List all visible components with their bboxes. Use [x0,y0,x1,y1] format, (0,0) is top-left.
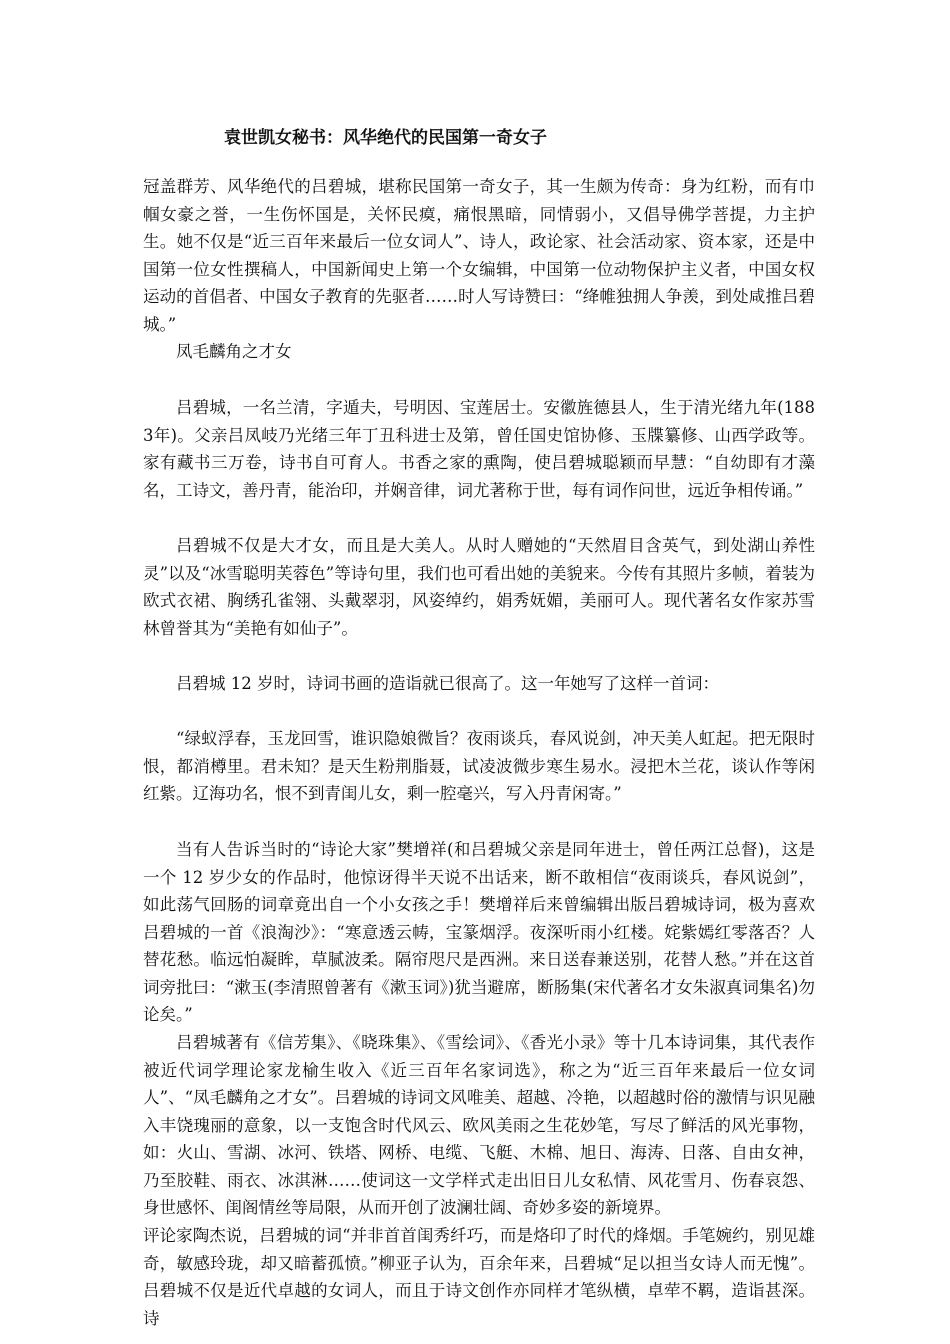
section-heading: 凤毛麟角之才女 [176,342,292,361]
paragraph-works: 吕碧城著有《信芳集》、《晓珠集》、《雪绘词》、《香光小录》等十几本诗词集，其代表作被近代词学理论家龙榆生收入《近三百年名家词选》，称之为“近三百年来最后一位女词人”、“凤毛麟角之才女”。吕碧城的诗词文风唯美、超越、冷艳，以超越时俗的激情与识见融入丰饶瑰丽的意象，以一支饱含时代风云、欧风美雨之生花妙笔，写尽了鲜活的风光事物，如：火山、雪湖、冰河、铁塔、网桥、电缆、飞艇、木棉、旭日、海涛、日落、自由女神，乃至胶鞋、雨衣、冰淇淋……使词这一文学样式走出旧日儿女私情、风花雪月、伤春哀怨、身世感怀、闺阁情丝等局限，从而开创了波澜壮阔、奇妙多姿的新境界。 [143,1033,815,1217]
paragraph-poem: “绿蚁浮春，玉龙回雪，谁识隐娘微旨？夜雨谈兵，春风说剑，冲天美人虹起。把无限时恨，都消樽里。君未知？是天生粉荆脂聂，试凌波微步寒生易水。浸把木兰花，谈认作等闲红紫。辽海功名，恨不到青闺儿女，剩一腔毫兴，写入丹青闲寄。” [143,729,815,803]
paragraph-age-twelve: 吕碧城 12 岁时，诗词书画的造诣就已很高了。这一年她写了这样一首词： [176,674,719,693]
paragraph-fan-zengxiang: 当有人告诉当时的“诗论大家”樊增祥(和吕碧城父亲是同年进士，曾任两江总督)，这是一个 12 岁少女的作品时，他惊讶得半天说不出话来，断不敢相信“夜雨谈兵，春风说剑”，如此荡气回肠的词章竟出自一个小女孩之手！樊增祥后来曾编辑出版吕碧城诗词，极为喜欢吕碧城的一首《浪淘沙》：“寒意透云帱，宝篆烟浮。夜深听雨小红楼。姹紫嫣红零落否？人替花愁。临远怕凝眸，草腻波柔。隔帘咫尺是西洲。来日送春兼送别，花替人愁。”并在这首词旁批曰：“漱玉(李清照曾著有《漱玉词》)犹当避席，断肠集(宋代著名才女朱淑真词集名)勿论矣。” [143,840,815,1024]
paragraph-critics: 评论家陶杰说，吕碧城的词“并非首首闺秀纤巧，而是烙印了时代的烽烟。手笔婉约，别见雄奇，敏感玲珑，却又暗蓄孤愤。”柳亚子认为，百余年来，吕碧城“足以担当女诗人而无愧”。吕碧城不仅是近代卓越的女词人，而且于诗文创作亦同样才笔纵横，卓荦不羁，造诣甚深。诗 [143,1226,815,1328]
paragraph-biography: 吕碧城，一名兰清，字遁夫，号明因、宝莲居士。安徽旌德县人，生于清光绪九年(1883年)。父亲吕凤岐乃光绪三年丁丑科进士及第，曾任国史馆协修、玉牒纂修、山西学政等。家有藏书三万卷，诗书自可育人。书香之家的熏陶，使吕碧城聪颖而早慧：“自幼即有才藻名，工诗文，善丹青，能治印，并娴音律，词尤著称于世，每有词作问世，远近争相传诵。” [143,398,815,500]
document-title: 袁世凯女秘书：风华绝代的民国第一奇女子 [224,128,547,148]
intro-paragraph: 冠盖群芳、风华绝代的吕碧城，堪称民国第一奇女子，其一生颇为传奇：身为红粉，而有巾帼女豪之誉，一生伤怀国是，关怀民瘼，痛恨黑暗，同情弱小，又倡导佛学菩提，力主护生。她不仅是“近三百年来最后一位女词人”、诗人，政论家、社会活动家、资本家，还是中国第一位女性撰稿人，中国新闻史上第一个女编辑，中国第一位动物保护主义者，中国女权运动的首倡者、中国女子教育的先驱者……时人写诗赞曰：“绛帷独拥人争羡，到处咸推吕碧城。” [143,177,815,334]
paragraph-beauty: 吕碧城不仅是大才女，而且是大美人。从时人赠她的“天然眉目含英气，到处湖山养性灵”以及“冰雪聪明芙蓉色”等诗句里，我们也可看出她的美貌来。今传有其照片多帧，着装为欧式衣裙、胸绣孔雀翎、头戴翠羽，风姿绰约，娟秀妩媚，美丽可人。现代著名女作家苏雪林曾誉其为“美艳有如仙子”。 [143,536,815,638]
